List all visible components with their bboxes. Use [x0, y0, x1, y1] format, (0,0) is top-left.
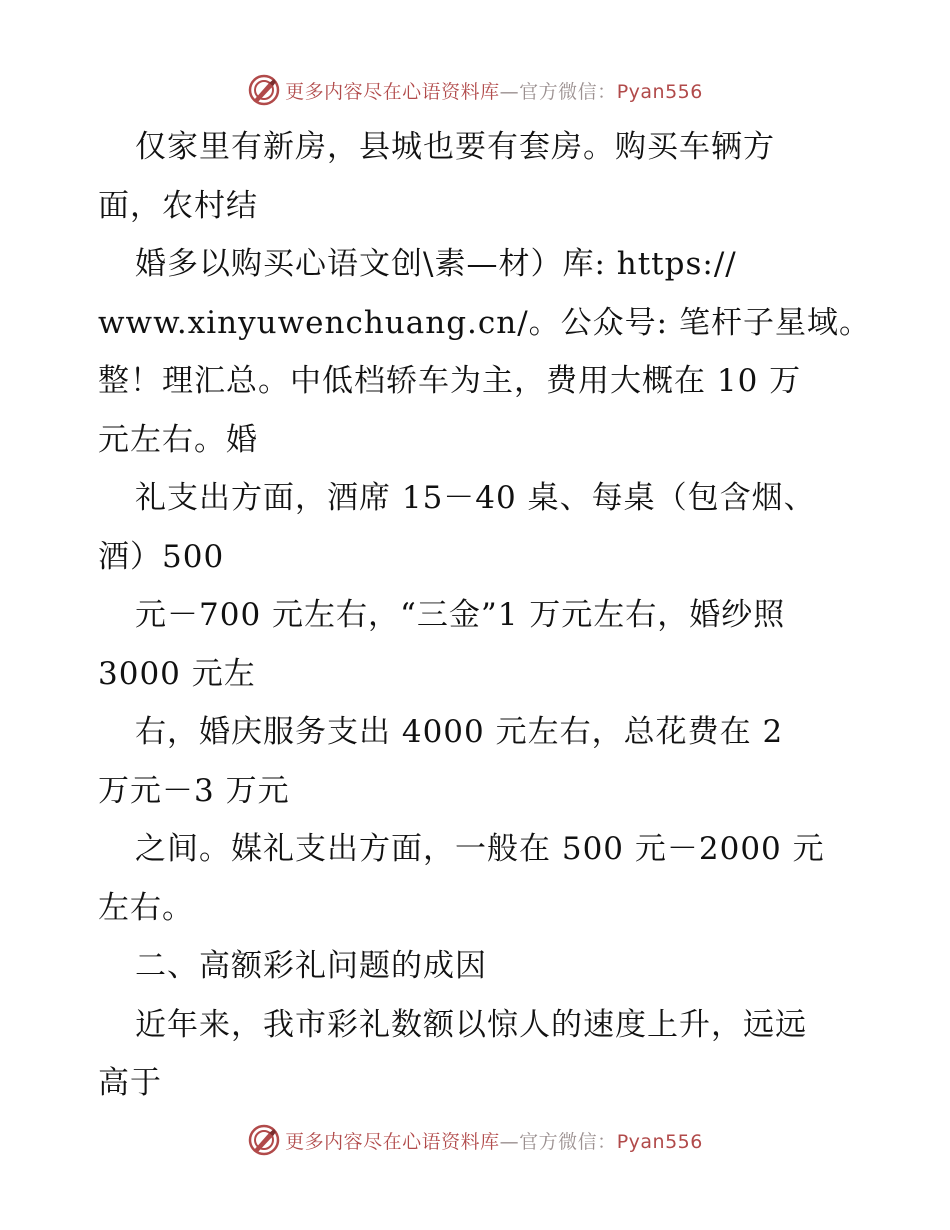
text-line: 近年来，我市彩礼数额以惊人的速度上升，远远	[135, 1006, 807, 1043]
brand-logo-icon	[247, 1123, 281, 1157]
footer-banner-text: 更多内容尽在心语资料库—官方微信：Pyan556	[285, 1130, 703, 1153]
text-line: 高于	[98, 1065, 162, 1101]
brand-logo-icon	[247, 73, 281, 107]
text-line: 元－700 元左右，“三金”1 万元左右，婚纱照	[135, 597, 786, 633]
text-line: 仅家里有新房，县城也要有套房。购买车辆方	[135, 129, 775, 165]
text-line: 右，婚庆服务支出 4000 元左右，总花费在 2	[135, 714, 784, 750]
text-line: 面，农村结	[98, 187, 258, 224]
header-banner-text: 更多内容尽在心语资料库—官方微信：Pyan556	[285, 80, 703, 103]
text-line: www.xinyuwenchuang.cn/。公众号: 笔杆子星域。	[98, 304, 871, 341]
text-line: 左右。	[98, 889, 194, 926]
text-line: 婚多以购买心语文创\素—材）库: https://	[135, 246, 737, 282]
text-line: 整！理汇总。中低档轿车为主，费用大概在 10 万	[98, 363, 802, 399]
text-line: 3000 元左	[98, 655, 256, 692]
section-heading: 二、高额彩礼问题的成因	[135, 948, 487, 984]
text-line: 酒）500	[98, 538, 225, 575]
text-line: 礼支出方面，酒席 15－40 桌、每桌（包含烟、	[135, 480, 816, 516]
body-text	[98, 118, 871, 1113]
text-line: 之间。媒礼支出方面，一般在 500 元－2000 元	[135, 831, 825, 867]
text-line: 元左右。婚	[98, 421, 258, 458]
text-line: 万元－3 万元	[98, 772, 290, 809]
footer-banner	[0, 1120, 950, 1160]
header-banner	[0, 70, 950, 110]
